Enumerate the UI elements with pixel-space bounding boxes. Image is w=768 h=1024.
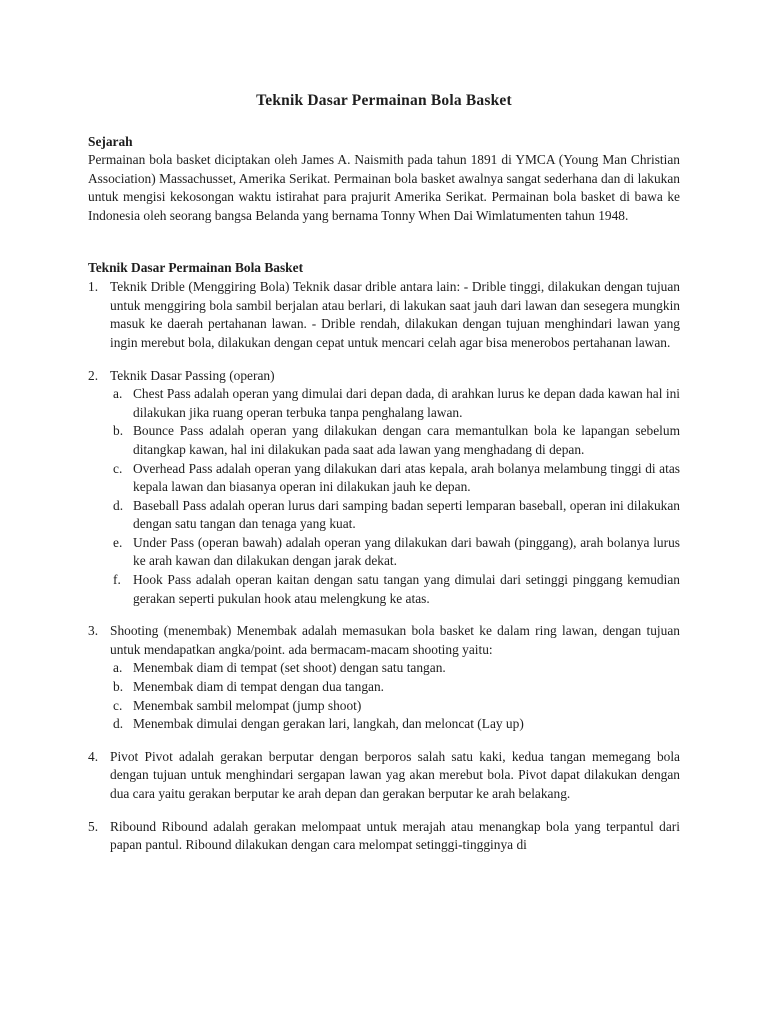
subitem-text: Overhead Pass adalah operan yang dilakukan dari atas kepala, arah bolanya melambung tinggi di atas kepala lawan dan biasanya operan ini dilakukan jauh ke depan. bbox=[133, 460, 680, 495]
list-subitem bbox=[113, 678, 680, 697]
subitem-letter: c. bbox=[113, 460, 123, 476]
item-text: Shooting (menembak) Menembak adalah memasukan bola basket ke dalam ring lawan, dengan tujuan untuk mendapatkan angka/point. ada bermacam-macam shooting yaitu: bbox=[110, 623, 680, 657]
subitem-text: Hook Pass adalah operan kaitan dengan satu tangan yang dimulai dari setinggi pinggang kemudian gerakan seperti pukulan hook atau melengkung ke atas. bbox=[133, 572, 680, 606]
page-title: Teknik Dasar Permainan Bola Basket bbox=[256, 92, 512, 109]
list-item bbox=[88, 622, 680, 734]
subitem-text: Menembak sambil melompat (jump shoot) bbox=[133, 697, 362, 713]
techniques-section-heading: Teknik Dasar Permainan Bola Basket bbox=[88, 259, 304, 275]
subitem-text: Chest Pass adalah operan yang dimulai dari depan dada, di arahkan lurus ke depan dada kawan hal ini dilakukan jika ruang operan terbuka tanpa penghalang lawan. bbox=[133, 386, 680, 420]
subitem-letter: d. bbox=[113, 497, 124, 513]
subitem-letter: f. bbox=[113, 572, 121, 588]
item-number: 1. bbox=[88, 279, 99, 295]
item-number: 3. bbox=[88, 623, 99, 639]
list-item bbox=[88, 367, 680, 609]
subitem-list bbox=[113, 385, 680, 608]
item-text: Teknik Dasar Passing (operan) bbox=[110, 367, 275, 383]
list-subitem bbox=[113, 460, 680, 497]
subitem-letter: a. bbox=[113, 386, 123, 402]
list-subitem bbox=[113, 497, 680, 534]
subitem-text: Menembak diam di tempat dengan dua tangan. bbox=[133, 679, 384, 695]
item-text: Teknik Drible (Menggiring Bola) Teknik dasar drible antara lain: - Drible tinggi, dilakukan dengan tujuan untuk menggiring bola sambil berjalan atau berlari, di lakukan saat jauh dari lawan dan sesegera mungkin masuk ke daerah pertahanan lawan. - Drible rendah, dilakukan dengan tujuan menghindari lawan yang ingin merebut bola, dilakukan dengan cepat untuk mencari celah agar bisa menerobos pertahanan lawan. bbox=[110, 279, 680, 350]
subitem-list bbox=[113, 659, 680, 733]
subitem-text: Bounce Pass adalah operan yang dilakukan dengan cara memantulkan bola ke lapangan sebelum ditangkap kawan, hal ini dilakukan pada saat ada lawan yang menghadang di depan. bbox=[133, 423, 680, 457]
list-item bbox=[88, 748, 680, 804]
list-subitem bbox=[113, 422, 680, 459]
list-item bbox=[88, 818, 680, 855]
history-paragraph: Permainan bola basket diciptakan oleh James A. Naismith pada tahun 1891 di YMCA (Young Man Christian Association) Massachusset, Amerika Serikat. Permainan bola basket awalnya sangat sederhana dan di lakukan untuk mengisi kekosongan waktu istirahat para prajurit Amerika Serikat. Permainan bola basket di bawa ke Indonesia oleh seorang bangsa Belanda yang bernama Tonny When Dai Wimlatumenten tahun 1948. bbox=[88, 152, 680, 223]
list-subitem bbox=[113, 659, 680, 678]
subitem-letter: b. bbox=[113, 679, 124, 695]
subitem-text: Menembak diam di tempat (set shoot) dengan satu tangan. bbox=[133, 660, 446, 676]
list-item bbox=[88, 278, 680, 352]
subitem-letter: b. bbox=[113, 423, 124, 439]
item-number: 4. bbox=[88, 748, 99, 764]
item-text: Pivot Pivot adalah gerakan berputar dengan berporos salah satu kaki, kedua tangan memegang bola dengan tujuan untuk menghindari sergapan lawan yag akan merebut bola. Pivot dapat dilakukan dengan dua cara yaitu gerakan berputar ke arah depan dan gerakan berputar ke arah belakang. bbox=[110, 748, 680, 801]
subitem-text: Under Pass (operan bawah) adalah operan yang dilakukan dari bawah (pinggang), arah bolanya lurus ke arah kawan dan dilakukan dengan jarak dekat. bbox=[133, 534, 680, 569]
subitem-letter: a. bbox=[113, 660, 123, 676]
list-subitem bbox=[113, 571, 680, 608]
list-subitem bbox=[113, 385, 680, 422]
technique-list bbox=[88, 278, 680, 855]
subitem-letter: c. bbox=[113, 697, 123, 713]
subitem-text: Baseball Pass adalah operan lurus dari samping badan seperti lemparan baseball, operan ini dilakukan dengan satu tangan dan tenaga yang kuat. bbox=[133, 497, 680, 532]
item-number: 5. bbox=[88, 818, 99, 834]
item-text: Ribound Ribound adalah gerakan melompaat untuk merajah atau menangkap bola yang terpantul dari papan pantul. Ribound dilakukan dengan cara melompat setinggi-tingginya di bbox=[110, 818, 680, 853]
history-section-heading: Sejarah bbox=[88, 133, 133, 149]
subitem-letter: e. bbox=[113, 534, 123, 550]
list-subitem bbox=[113, 697, 680, 716]
list-subitem bbox=[113, 715, 680, 734]
list-subitem bbox=[113, 534, 680, 571]
subitem-text: Menembak dimulai dengan gerakan lari, langkah, dan meloncat (Lay up) bbox=[133, 716, 524, 732]
item-number: 2. bbox=[88, 367, 99, 383]
subitem-letter: d. bbox=[113, 716, 124, 732]
